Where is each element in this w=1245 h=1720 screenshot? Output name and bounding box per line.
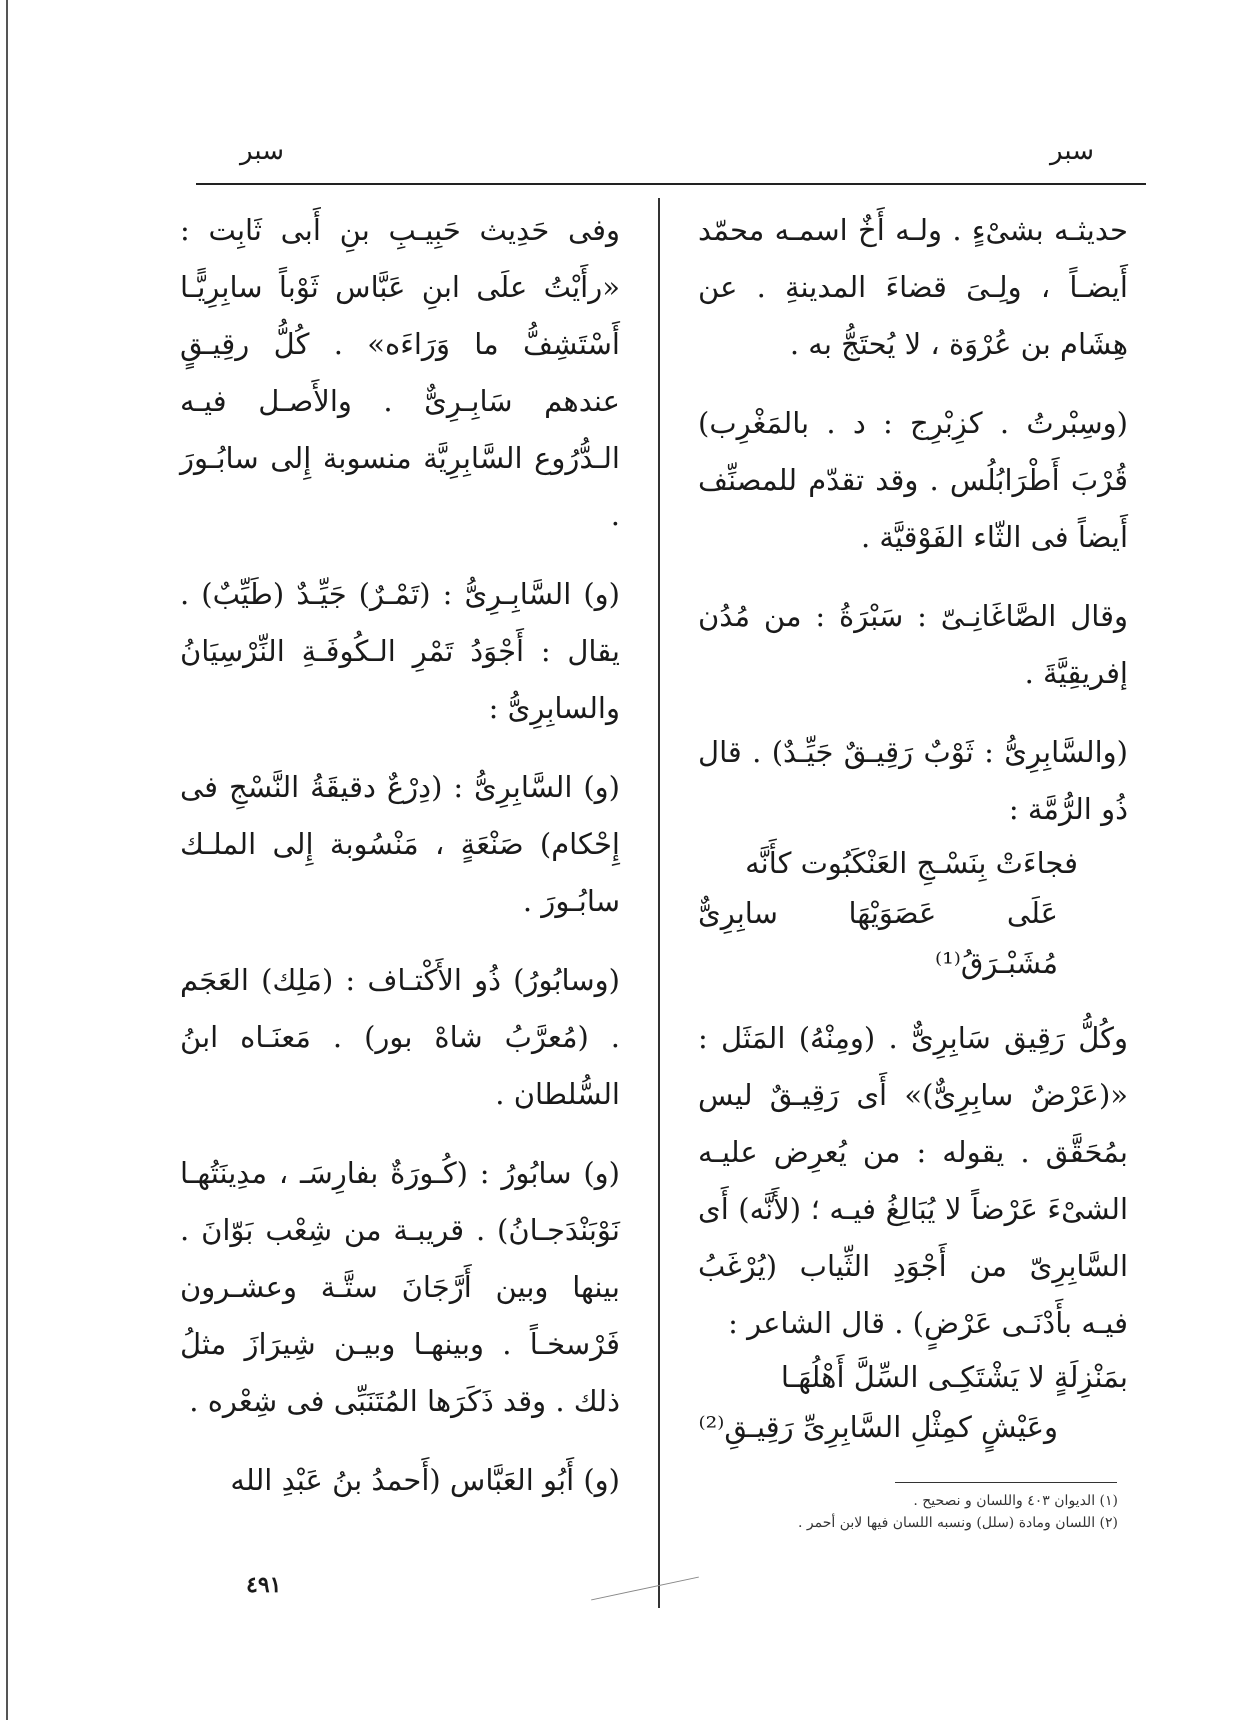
left-paragraph-2: (و) السَّابِـرِىُّ : (تَمْـرٌ) جَيِّـدٌ (طَيِّبٌ) . يقال : أَجْوَدُ تَمْرِ الـكُوفَـةِ النِّرْسِيَانُ والسابِرِىُّ :	[180, 577, 620, 725]
footnote-rule	[895, 1482, 1117, 1483]
left-column	[180, 202, 620, 1509]
left-paragraph-6: (و) أَبُو العَبَّاس (أَحمدُ بنُ عَبْدِ الله	[230, 1463, 620, 1497]
right-paragraph-4: (والسَّابِرِىُّ : ثَوْبٌ رَقِيـقٌ جَيِّـدٌ) . قال ذُو الرُّمَّة :	[698, 735, 1128, 826]
right-paragraph-2: (وسِبْرتُ . كزِبْرِج : د . بالمَغْرِب) قُرْبَ أَطْرَابُلُس . وقد تقدّم للمصنِّف أَيضاً فى الثّاء الفَوْقيَّة .	[698, 406, 1128, 554]
footnote-2: (٢) اللسان ومادة (سلل) ونسبه اللسان فيها لابن أحمر .	[797, 1515, 1118, 1531]
page-edge-line	[6, 0, 8, 1720]
verse-1-line-b: عَلَى عَصَوَيْهَا سابِرِىٌّ مُشَبْـرَقُ⁽¹⁾	[698, 896, 1058, 980]
left-paragraph-1: وفى حَدِيث حَبِيـبِ بنِ أَبى ثَابِت : «رأَيْتُ علَى ابنِ عَبَّاس ثَوْباً سابِرِيًّـا أَسْتَشِفُّ ما وَرَاءَه» . كُلُّ رقِيـقٍ عندهم سَابِـرِىٌّ . والأَصـل فيـه الـدُّرُوع السَّابِرِيَّة منسوبة إِلى سابُـورَ .	[180, 213, 620, 532]
footnote-1: (١) الديوان ٤٠٣ واللسان و نصحيح .	[913, 1493, 1118, 1509]
left-paragraph-5: (و) سابُورُ : (كُـورَةٌ بفارِسَـ ، مدِينَتُهـا نَوْبَنْدَجـانُ) . قريبـة من شِعْب بَوّانَ . بينها وبين أَرَّجَانَ ستَّـة وعشـرون فَرْسخـاً . وبينهـا وبيـن شِيرَازَ مثلُ ذلك . وقد ذَكَرَها المُتَنَبِّى فى شِعْره .	[180, 1156, 620, 1418]
verse-1-line-a: فجاءَتْ بِنَسْـجِ العَنْكَبُوت كأَنَّه	[745, 846, 1078, 880]
footnotes	[698, 1490, 1118, 1534]
verse-2-line-a: بمَنْزِلَةٍ لا يَشْتَكِـى السِّلَّ أَهْلُهَـا	[780, 1360, 1128, 1394]
left-paragraph-4: (وسابُورُ) ذُو الأَكْتـاف : (مَلِك) العَجَم . (مُعرَّبُ شاهْ بور) . مَعنَـاه ابنُ السُّلطان .	[180, 963, 620, 1111]
verse-2-line-b: وعَيْشٍ كمِثْلِ السَّابِرِىِّ رَقِيـقِ⁽²⁾	[698, 1410, 1058, 1444]
right-paragraph-5: وكُلُّ رَقِيق سَابِرِىٌّ . (ومِنْهُ) المَثَل : «(عَرْضٌ سابِرِىٌّ)» أَى رَقِيـقٌ ليس بمُحَقَّق . يقوله : من يُعرِض عليـه الشىْءَ عَرْضاً لا يُبَالِغُ فيـه ؛ (لأَنَّه) أَى السَّابِرِىّ من أَجْوَدِ الثِّياب (يُرْغَبُ فيـه بأَدْنَـى عَرْضٍ) . قال الشاعر :	[698, 1021, 1128, 1340]
right-paragraph-1: حديثـه بشىْءٍ . ولـه أَخٌ اسمـه محمّد أَيضـاً ، ولِـىَ قضاءَ المدينةِ . عن هِشَام بن عُرْوَة ، لا يُحتَجُّ به .	[698, 213, 1128, 361]
scan-mark	[591, 1577, 699, 1601]
column-divider	[658, 198, 660, 1608]
running-header-left: سبر	[240, 136, 284, 166]
right-column	[698, 202, 1128, 1452]
header-rule	[196, 183, 1146, 185]
right-paragraph-3: وقال الصَّاغَانِـىّ : سَبْرَةُ : من مُدُن إفريقِيَّةَ .	[698, 599, 1128, 690]
left-paragraph-3: (و) السَّابِرِىُّ : (دِرْعٌ دقيقَةُ النَّسْجِ فى إِحْكام) صَنْعَةٍ ، مَنْسُوبة إِلى الملـك سابُـورَ .	[180, 770, 620, 918]
page-number: ٤٩١	[246, 1572, 282, 1598]
running-header-right: سبر	[1050, 136, 1094, 166]
